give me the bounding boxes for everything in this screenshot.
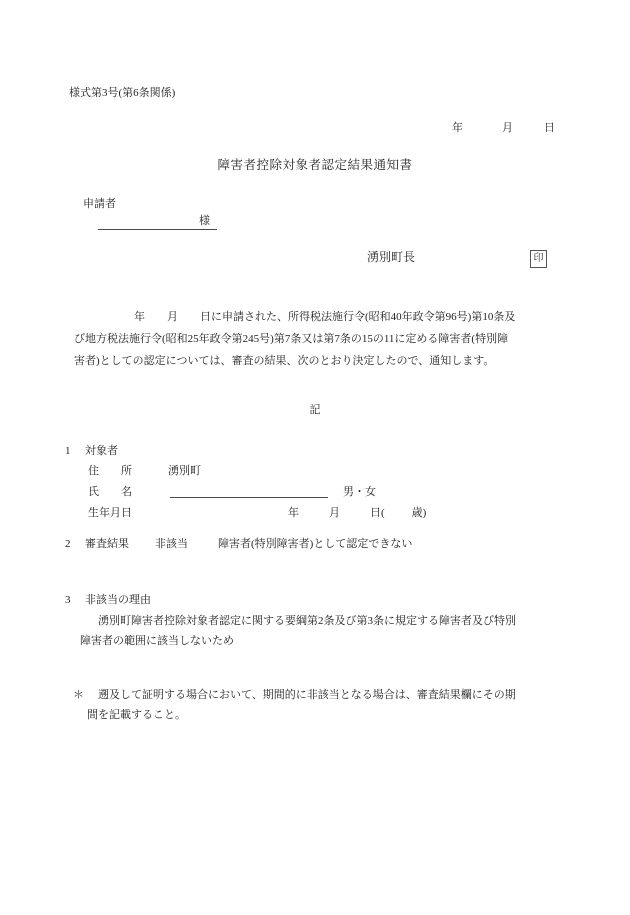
body-paragraph-line1: 年 月 日に申請された、所得税法施行令(昭和40年政令第96号)第10条及 <box>134 311 516 323</box>
issue-date-line <box>452 121 555 136</box>
applicant-name-blank: 様 <box>98 214 217 230</box>
section1-number: 1 <box>65 445 71 457</box>
birth-age-label: 歳) <box>411 507 427 519</box>
section2-heading: 審査結果 <box>85 538 129 550</box>
body-paragraph-line2: び地方税法施行令(昭和25年政令第245号)第7条又は第7条の15の11に定める障害者(特別障 <box>74 333 509 345</box>
note-line1: 遡及して証明する場合において、期間的に非該当となる場合は、審査結果欄にその期 <box>98 689 516 701</box>
section2-number: 2 <box>65 538 71 550</box>
form-number: 様式第3号(第6条関係) <box>69 87 176 99</box>
birthdate-row <box>88 506 426 521</box>
address-row <box>88 464 201 479</box>
applicant-label: 申請者 <box>83 198 116 210</box>
review-result-description: 障害者(特別障害者)として認定できない <box>218 538 413 550</box>
reason-line1: 湧別町障害者控除対象者認定に関する要綱第2条及び第3条に規定する障害者及び特別 <box>98 615 516 627</box>
birth-year-label: 年 <box>288 507 299 519</box>
note-row <box>73 688 516 703</box>
birth-month-label: 月 <box>329 507 340 519</box>
name-row <box>88 485 376 500</box>
name-label: 氏 名 <box>88 486 132 498</box>
section1-heading: 対象者 <box>85 445 118 457</box>
address-label: 住 所 <box>88 465 132 477</box>
address-value: 湧別町 <box>168 465 201 477</box>
birthdate-label: 生年月日 <box>88 507 132 519</box>
body-paragraph-line3: 害者)としての認定については、審査の結果、次のとおり決定したので、通知します。 <box>74 355 495 367</box>
mayor-title: 湧別町長 <box>367 250 416 264</box>
reason-line2: 障害者の範囲に該当しないため <box>80 635 234 647</box>
gender-options: 男・女 <box>343 486 376 498</box>
issue-date-year-label: 年 <box>452 122 463 134</box>
name-blank-underline <box>170 495 328 498</box>
record-heading: 記 <box>309 404 321 416</box>
birth-day-label: 日( <box>370 507 385 519</box>
applicant-name-row <box>98 214 217 230</box>
note-line2: 間を記載すること。 <box>87 709 186 721</box>
issue-date-day-label: 日 <box>544 122 555 134</box>
note-marker: ＊ <box>73 689 84 701</box>
section3-heading-row <box>65 593 151 608</box>
section3-number: 3 <box>65 594 71 606</box>
section1-heading-row <box>65 444 118 459</box>
document-title: 障害者控除対象者認定結果通知書 <box>217 158 413 172</box>
section2-row <box>65 537 412 552</box>
seal-mark: 印 <box>530 250 547 268</box>
review-result-value: 非該当 <box>155 538 188 550</box>
section3-heading: 非該当の理由 <box>85 594 151 606</box>
issue-date-month-label: 月 <box>502 122 513 134</box>
